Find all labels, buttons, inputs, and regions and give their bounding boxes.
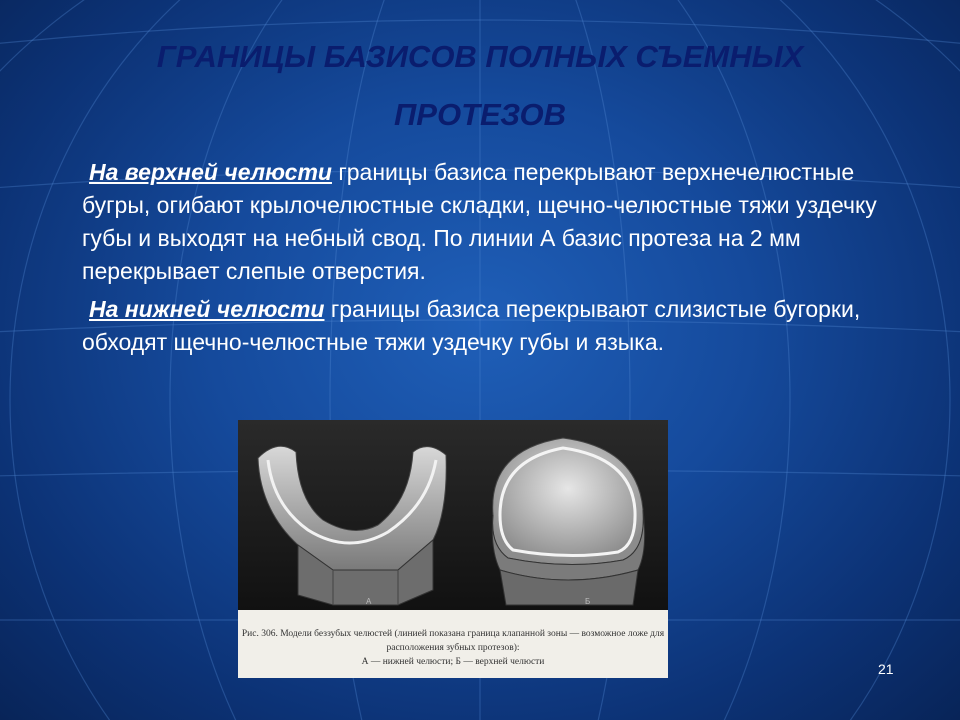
figure-label-a: А (366, 597, 372, 606)
page-number: 21 (878, 661, 894, 677)
body-text (82, 156, 882, 364)
jaw-models-photo (238, 420, 668, 610)
caption-line-2: А — нижней челюсти; Б — верхней челюсти (361, 657, 545, 667)
paragraph-lower-jaw (82, 293, 882, 359)
figure-caption (238, 627, 668, 669)
paragraph-upper-jaw (82, 156, 882, 288)
caption-line-1: Рис. 306. Модели беззубых челюстей (линией показана граница клапанной зоны — возможное ложе для расположения зубных протезов): (241, 629, 665, 653)
lower-jaw-text: границы базиса перекрывают слизистые бугорки, обходят щечно-челюстные тяжи уздечку губы и языка. (82, 296, 861, 355)
figure-label-b: Б (585, 597, 591, 606)
lower-jaw-heading: На нижней челюсти (89, 296, 325, 322)
slide-title (60, 28, 900, 144)
jaw-models-figure (238, 420, 668, 678)
upper-jaw-text: границы базиса перекрывают верхнечелюстные бугры, огибают крылочелюстные складки, щечно-челюстные тяжи уздечку губы и выходят на небный свод. По линии А базис протеза на 2 мм перекрывает слепые отверстия. (82, 159, 877, 284)
title-line-2: ПРОТЕЗОВ (394, 97, 566, 132)
title-line-1: ГРАНИЦЫ БАЗИСОВ ПОЛНЫХ СЪЕМНЫХ (156, 39, 804, 74)
upper-jaw-heading: На верхней челюсти (89, 159, 332, 185)
